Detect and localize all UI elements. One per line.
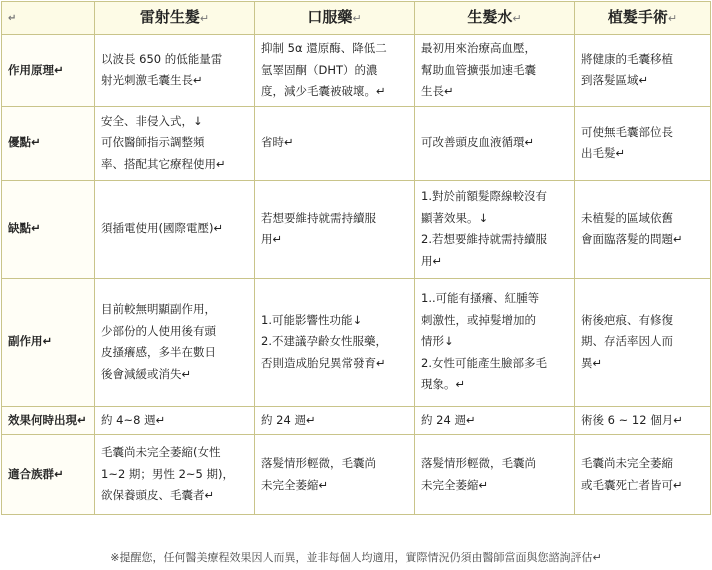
cell-line: 或毛囊死亡者皆可↵ bbox=[581, 477, 683, 492]
cell-line: 少部份的人使用後有頭 bbox=[101, 323, 216, 338]
cell-line: 術後 6 ~ 12 個月↵ bbox=[581, 412, 683, 427]
cell-line: 皮搔癢感，多半在數日 bbox=[101, 345, 216, 359]
table-row bbox=[2, 435, 711, 515]
table-cell bbox=[255, 406, 415, 435]
row-label: 副作用↵ bbox=[2, 278, 95, 406]
table-cell bbox=[95, 180, 255, 278]
cell-line: 現象。↵ bbox=[421, 377, 466, 392]
cell-line: 目前較無明顯副作用， bbox=[101, 302, 216, 316]
cell-line: 落髮情形輕微，毛囊尚 bbox=[421, 456, 536, 470]
row-label: 優點↵ bbox=[2, 106, 95, 180]
table-cell bbox=[415, 106, 575, 180]
header-row bbox=[2, 2, 711, 35]
table-cell bbox=[415, 278, 575, 406]
cell-line: 可改善頭皮血液循環↵ bbox=[421, 135, 535, 150]
cell-line: 約 4~8 週↵ bbox=[101, 412, 166, 427]
cell-line: 毛囊尚未完全萎縮(女性 bbox=[101, 445, 221, 460]
table-cell bbox=[415, 406, 575, 435]
table-cell bbox=[575, 435, 711, 515]
table-row bbox=[2, 406, 711, 435]
table-cell bbox=[415, 180, 575, 278]
cell-line: 未完全萎縮↵ bbox=[261, 477, 329, 492]
cell-line: 幫助血管擴張加速毛囊 bbox=[421, 62, 536, 77]
table-row bbox=[2, 278, 711, 406]
cell-line: 否則造成胎兒異常發育↵ bbox=[261, 355, 386, 370]
cell-line: 到落髮區域↵ bbox=[581, 73, 649, 88]
cell-line: 會面臨落髮的問題↵ bbox=[581, 232, 683, 246]
table-cell bbox=[255, 278, 415, 406]
cell-line: 期、存活率因人而 bbox=[581, 334, 673, 349]
cell-line: 1..可能有搔癢、紅腫等 bbox=[421, 291, 540, 306]
cell-line: 抑制 5α 還原酶、降低二 bbox=[261, 41, 387, 55]
comparison-table bbox=[1, 1, 711, 515]
footnote: ※提醒您，任何醫美療程效果因人而異，並非每個人均適用，實際情況仍須由醫師當面與您諮詢評估↵ bbox=[110, 551, 602, 564]
table-cell bbox=[95, 435, 255, 515]
cell-line: 2.若想要維持就需持續服 bbox=[421, 232, 547, 246]
cell-line: 出毛髮↵ bbox=[581, 146, 626, 160]
corner-cell: ↵ bbox=[2, 2, 95, 35]
cell-line: 須插電使用(國際電壓)↵ bbox=[101, 221, 224, 236]
table-body bbox=[2, 35, 711, 515]
table-row bbox=[2, 180, 711, 278]
cell-line: 後會減緩或消失↵ bbox=[101, 366, 192, 381]
cell-line: 1.可能影響性功能↓ bbox=[261, 312, 363, 327]
table-cell bbox=[255, 435, 415, 515]
cell-line: 可使無毛囊部位長 bbox=[581, 124, 673, 139]
cell-line: 約 24 週↵ bbox=[421, 412, 476, 427]
cell-line: 將健康的毛囊移植 bbox=[581, 51, 673, 66]
table-cell bbox=[255, 106, 415, 180]
cell-line: 約 24 週↵ bbox=[261, 412, 316, 427]
cell-line: 安全、非侵入式，↓ bbox=[101, 113, 203, 128]
column-header: 口服藥↵ bbox=[255, 2, 415, 35]
cell-line: 2.女性可能產生臉部多毛 bbox=[421, 355, 547, 370]
cell-line: 氫睪固酮（DHT）的濃 bbox=[261, 62, 378, 77]
table-cell bbox=[255, 35, 415, 107]
row-label: 缺點↵ bbox=[2, 180, 95, 278]
table-cell bbox=[415, 35, 575, 107]
cell-line: 毛囊尚未完全萎縮 bbox=[581, 456, 673, 470]
column-header: 雷射生髮↵ bbox=[95, 2, 255, 35]
cell-line: 異↵ bbox=[581, 355, 603, 370]
table-cell bbox=[95, 35, 255, 107]
cell-line: 最初用來治療高血壓， bbox=[421, 41, 536, 55]
cell-line: 欲保養頭皮、毛囊者↵ bbox=[101, 488, 215, 503]
column-header: 生髮水↵ bbox=[415, 2, 575, 35]
cell-line: 顯著效果。↓ bbox=[421, 210, 489, 225]
cell-line: 術後疤痕、有修復 bbox=[581, 312, 673, 327]
table-cell bbox=[255, 180, 415, 278]
cell-line: 未植髮的區域依舊 bbox=[581, 210, 673, 225]
cell-line: 射光刺激毛囊生長↵ bbox=[101, 73, 203, 88]
table-cell bbox=[95, 106, 255, 180]
cell-line: 可依醫師指示調整頻 bbox=[101, 135, 205, 150]
cell-line: 若想要維持就需持續服 bbox=[261, 210, 376, 225]
cell-line: 省時↵ bbox=[261, 135, 294, 150]
column-header: 植髮手術↵ bbox=[575, 2, 711, 35]
table-cell bbox=[415, 435, 575, 515]
table-cell bbox=[575, 106, 711, 180]
table-cell bbox=[575, 278, 711, 406]
cell-line: 1.對於前額髮際線較沒有 bbox=[421, 189, 547, 203]
table-cell bbox=[575, 35, 711, 107]
cell-line: 情形↓ bbox=[421, 334, 454, 349]
table-cell bbox=[95, 406, 255, 435]
cell-line: 1~2 期；男性 2~5 期)， bbox=[101, 466, 234, 481]
cell-line: 2.不建議孕齡女性服藥， bbox=[261, 334, 387, 349]
cell-line: 刺激性，或掉髮增加的 bbox=[421, 312, 536, 327]
row-label: 效果何時出現↵ bbox=[2, 406, 95, 435]
cell-line: 以波長 650 的低能量雷 bbox=[101, 51, 223, 66]
table-row bbox=[2, 106, 711, 180]
table-cell bbox=[95, 278, 255, 406]
table-row bbox=[2, 35, 711, 107]
row-label: 作用原理↵ bbox=[2, 35, 95, 107]
cell-line: 度，減少毛囊被破壞。↵ bbox=[261, 84, 386, 98]
cell-line: 用↵ bbox=[421, 253, 443, 268]
cell-line: 用↵ bbox=[261, 232, 283, 246]
row-label: 適合族群↵ bbox=[2, 435, 95, 515]
cell-line: 率、搭配其它療程使用↵ bbox=[101, 156, 226, 171]
cell-line: 落髮情形輕微，毛囊尚 bbox=[261, 456, 376, 470]
table-cell bbox=[575, 406, 711, 435]
table-cell bbox=[575, 180, 711, 278]
cell-line: 生長↵ bbox=[421, 84, 454, 98]
cell-line: 未完全萎縮↵ bbox=[421, 477, 489, 492]
